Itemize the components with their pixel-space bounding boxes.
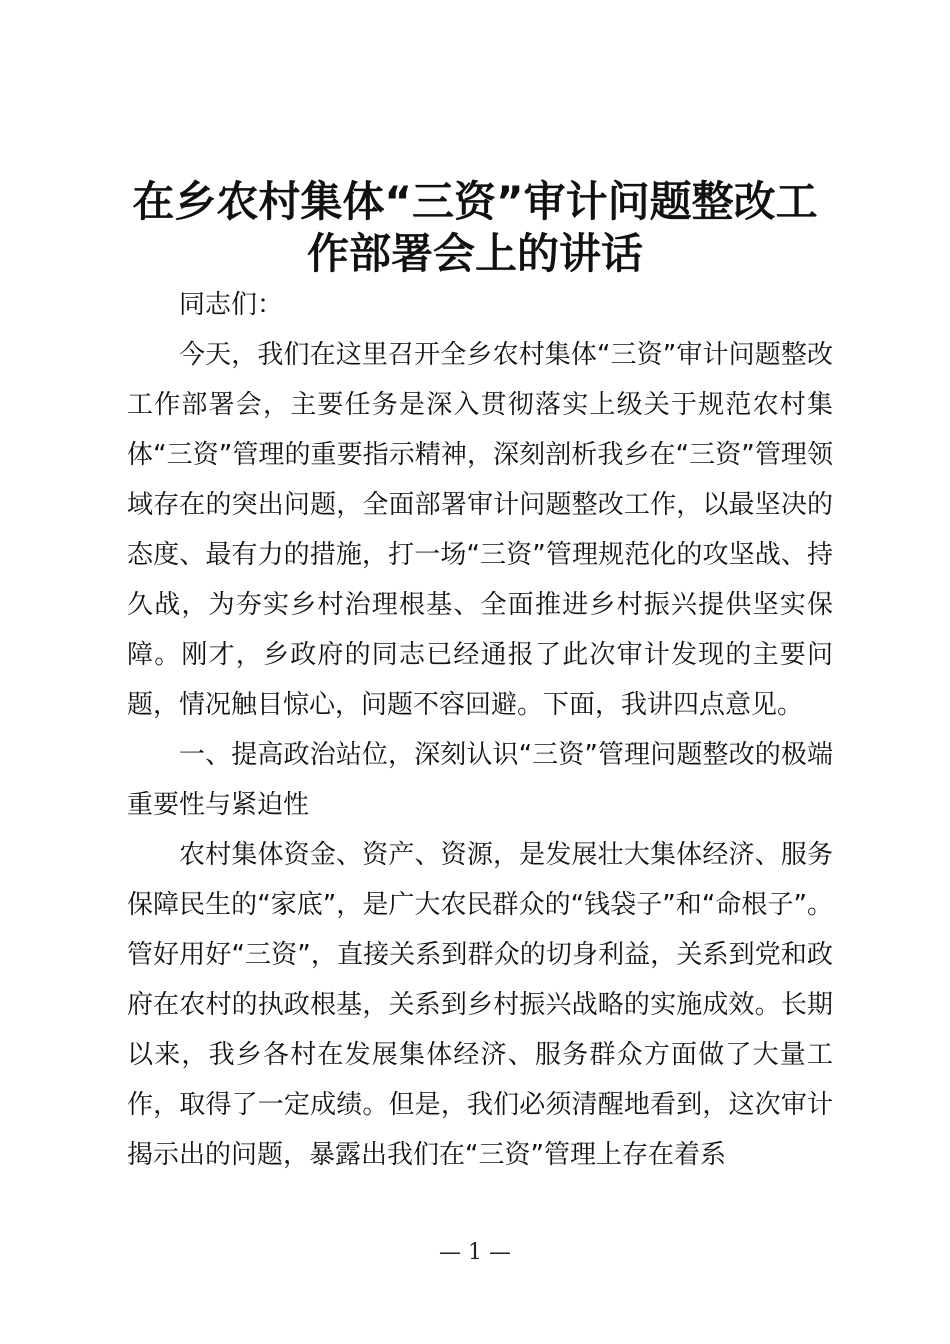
document-body: [127, 280, 833, 1180]
title-line-2: 作部署会上的讲话: [306, 229, 643, 278]
page-number: — 1 —: [439, 1240, 511, 1265]
paragraph-intro: 今天，我们在这里召开全乡农村集体“三资”审计问题整改工作部署会，主要任务是深入贯彻落实上级关于规范农村集体“三资”管理的重要指示精神，深刻剖析我乡在“三资”管理领域存在的突出问题，全面部署审计问题整改工作，以最坚决的态度、最有力的措施，打一场“三资”管理规范化的攻坚战、持久战，为夯实乡村治理根基、全面推进乡村振兴提供坚实保障。刚才，乡政府的同志已经通报了此次审计发现的主要问题，情况触目惊心，问题不容回避。下面，我讲四点意见。: [127, 340, 833, 720]
section-heading-1: 一、提高政治站位，深刻认识“三资”管理问题整改的极端重要性与紧迫性: [127, 740, 833, 820]
salutation: 同志们：: [179, 290, 284, 320]
title-line-1: 在乡农村集体“三资”审计问题整改工: [132, 177, 818, 226]
paragraph-section-1: 农村集体资金、资产、资源，是发展壮大集体经济、服务保障民生的“家底”，是广大农民群众的“钱袋子”和“命根子”。管好用好“三资”，直接关系到群众的切身利益，关系到党和政府在农村的执政根基，关系到乡村振兴战略的实施成效。长期以来，我乡各村在发展集体经济、服务群众方面做了大量工作，取得了一定成绩。但是，我们必须清醒地看到，这次审计揭示出的问题，暴露出我们在“三资”管理上存在着系: [127, 840, 833, 1170]
page-title: [120, 176, 830, 280]
